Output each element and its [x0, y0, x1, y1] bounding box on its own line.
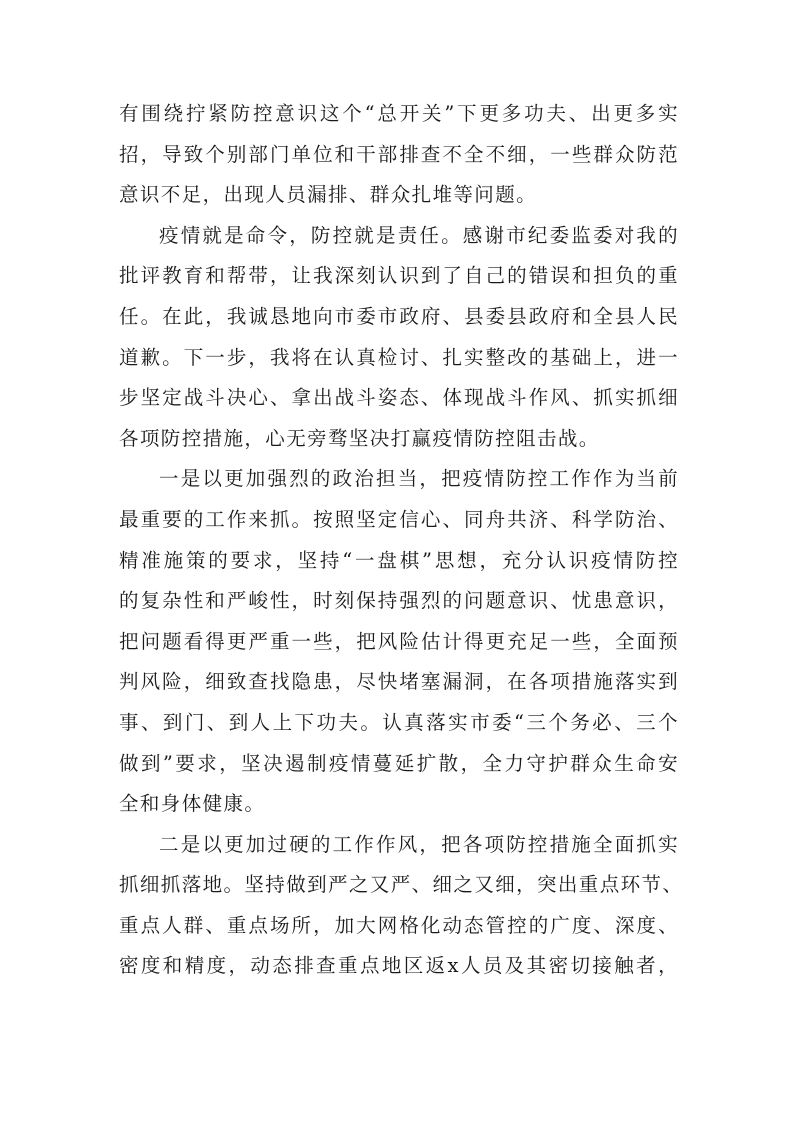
- text-line: 事、到门、到人上下功夫。认真落实市委“三个务必、三个: [119, 710, 679, 734]
- text-line: 道歉。下一步，我将在认真检讨、扎实整改的基础上，进一: [119, 345, 679, 369]
- text-line: 抓细抓落地。坚持做到严之又严、细之又细，突出重点环节、: [119, 873, 684, 897]
- text-line: 批评教育和帮带，让我深刻认识到了自己的错误和担负的重: [119, 264, 679, 288]
- text-line: 各项防控措施，心无旁骛坚决打赢疫情防控阻击战。: [119, 426, 600, 450]
- paragraph-first-line: 一是以更加强烈的政治担当，把疫情防控工作作为当前: [159, 467, 679, 491]
- text-line: 步坚定战斗决心、拿出战斗姿态、体现战斗作风、抓实抓细: [119, 386, 679, 410]
- paragraph-first-line: 疫情就是命令，防控就是责任。感谢市纪委监委对我的: [159, 223, 679, 247]
- text-line: 做到”要求，坚决遏制疫情蔓延扩散，全力守护群众生命安: [119, 751, 679, 775]
- text-line: 的复杂性和严峻性，时刻保持强烈的问题意识、忧患意识，: [119, 589, 679, 613]
- text-line: 全和身体健康。: [119, 792, 266, 816]
- text-line: 把问题看得更严重一些，把风险估计得更充足一些，全面预: [119, 629, 679, 653]
- text-line: 任。在此，我诚恳地向市委市政府、县委县政府和全县人民: [119, 304, 679, 328]
- text-line: 有围绕拧紧防控意识这个“总开关”下更多功夫、出更多实: [119, 102, 679, 125]
- paragraph-first-line: 二是以更加过硬的工作作风，把各项防控措施全面抓实: [159, 832, 679, 856]
- text-line: 意识不足，出现人员漏排、群众扎堆等问题。: [119, 183, 538, 207]
- text-line: 密度和精度，动态排查重点地区返x人员及其密切接触者，: [119, 954, 679, 978]
- text-line: 精准施策的要求，坚持“一盘棋”思想，充分认识疫情防控: [119, 548, 679, 572]
- text-line: 最重要的工作来抓。按照坚定信心、同舟共济、科学防治、: [119, 507, 679, 531]
- text-line: 重点人群、重点场所，加大网格化动态管控的广度、深度、: [119, 913, 679, 937]
- text-line: 判风险，细致查找隐患，尽快堵塞漏洞，在各项措施落实到: [119, 670, 679, 694]
- text-line: 招，导致个别部门单位和干部排查不全不细，一些群众防范: [119, 142, 679, 166]
- document-body: [119, 94, 684, 987]
